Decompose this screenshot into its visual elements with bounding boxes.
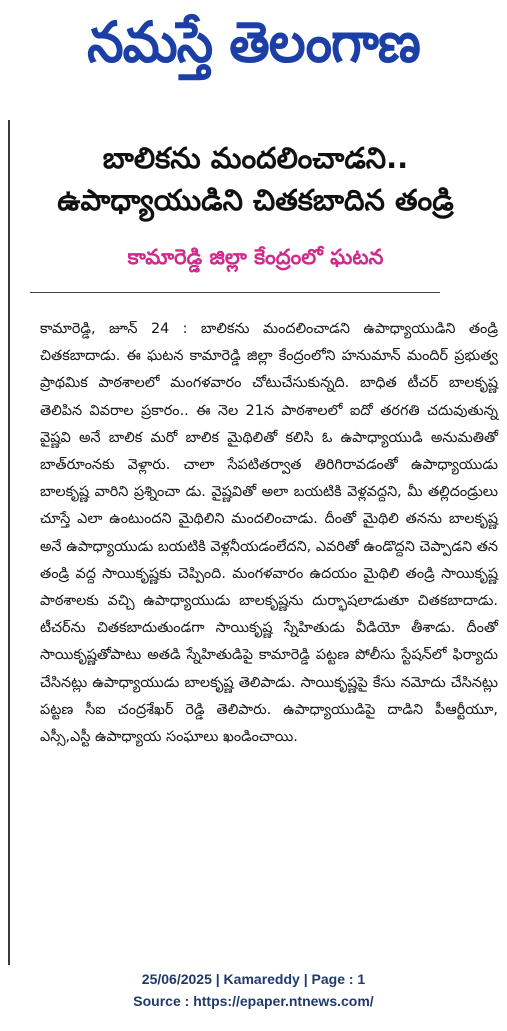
subheadline: కామారెడ్డి జిల్లా కేంద్రంలో ఘటన [127, 245, 384, 269]
headline [10, 138, 501, 222]
date-edition-page: 25/06/2025 | Kamareddy | Page : 1 [141, 971, 366, 987]
source-line: Source : https://epaper.ntnews.com/ [133, 993, 374, 1009]
headline-line-1: బాలికను మందలించాడని.. [102, 141, 409, 175]
article-body: కామారెడ్డి, జూన్ 24 : బాలికను మందలించాడని ఉపాధ్యాయుడిని తండ్రి చితకబాదాడు. ఈ ఘటన కామారెడ్డి జిల్లా కేంద్రంలోని హనుమాన్ మందిర్ ప్రభుత్వ ప్రాథమిక పాఠశాలలో మంగళవారం చోటుచేసుకున్నది. బాధిత టీచర్ బాలకృష్ణ తెలిపిన వివరాల ప్రకారం.. ఈ నెల 21న పాఠశాలలో ఐదో తరగతి చదువుతున్న వైష్ణవి అనే బాలిక మరో బాలిక మైథిలితో కలిసి ఓ ఉపాధ్యాయుడి అనుమతితో బాత్‌రూంనకు వెళ్లారు. చాలా సేపటితర్వాత తిరిగిరావడంతో ఉపాధ్యాయుడు బాలకృష్ణ వారిని ప్రశ్నించా డు. వైష్ణవితో అలా బయటికి వెళ్లవద్దని, మీ తల్లిదండ్రులు చూస్తే ఎలా ఉంటుందని మైథిలిని మందలించాడు. దీంతో మైథిలి తనను బాలకృష్ణ అనే ఉపాధ్యాయుడు బయటికి వెళ్లనీయడంలేదని, ఎవరితో ఉండొద్దని చెప్పాడని తన తండ్రి వద్ద సాయికృష్ణకు చెప్పింది. మంగళవారం ఉదయం మైథిలి తండ్రి సాయికృష్ణ పాఠశాలకు వచ్చి ఉపాధ్యాయుడు బాలకృష్ణను దుర్భాషలాడుతూ చితకబాదాడు. టీచర్‌ను చితకబాదుతుండగా సాయికృష్ణ స్నేహితుడు వీడియో తీశాడు. దీంతో సాయికృష్ణతోపాటు అతడి స్నేహితుడిపై కామారెడ్డి పట్టణ పోలీసు స్టేషన్‌లో ఫిర్యాదు చేసినట్లు ఉపాధ్యాయుడు బాలకృష్ణ తెలిపాడు. సాయికృష్ణపై కేసు నమోదు చేసినట్లు పట్టణ సీఐ చంద్రశేఖర్ రెడ్డి తెలిపారు. ఉపాధ్యాయుడిపై దాడిని పీఆర్టీయూ, ఎస్సీ,ఎస్టీ ఉపాధ్యాయ సంఘాలు ఖండించాయి. [40, 321, 498, 746]
newspaper-logo: నమస్తే తెలంగాణ [87, 10, 420, 76]
news-clipping [8, 120, 499, 965]
clipping-footer [0, 968, 507, 1012]
divider-rule [30, 292, 440, 293]
masthead [0, 0, 507, 86]
headline-line-2: ఉపాధ్యాయుడిని చితకబాదిన తండ్రి [57, 183, 454, 217]
